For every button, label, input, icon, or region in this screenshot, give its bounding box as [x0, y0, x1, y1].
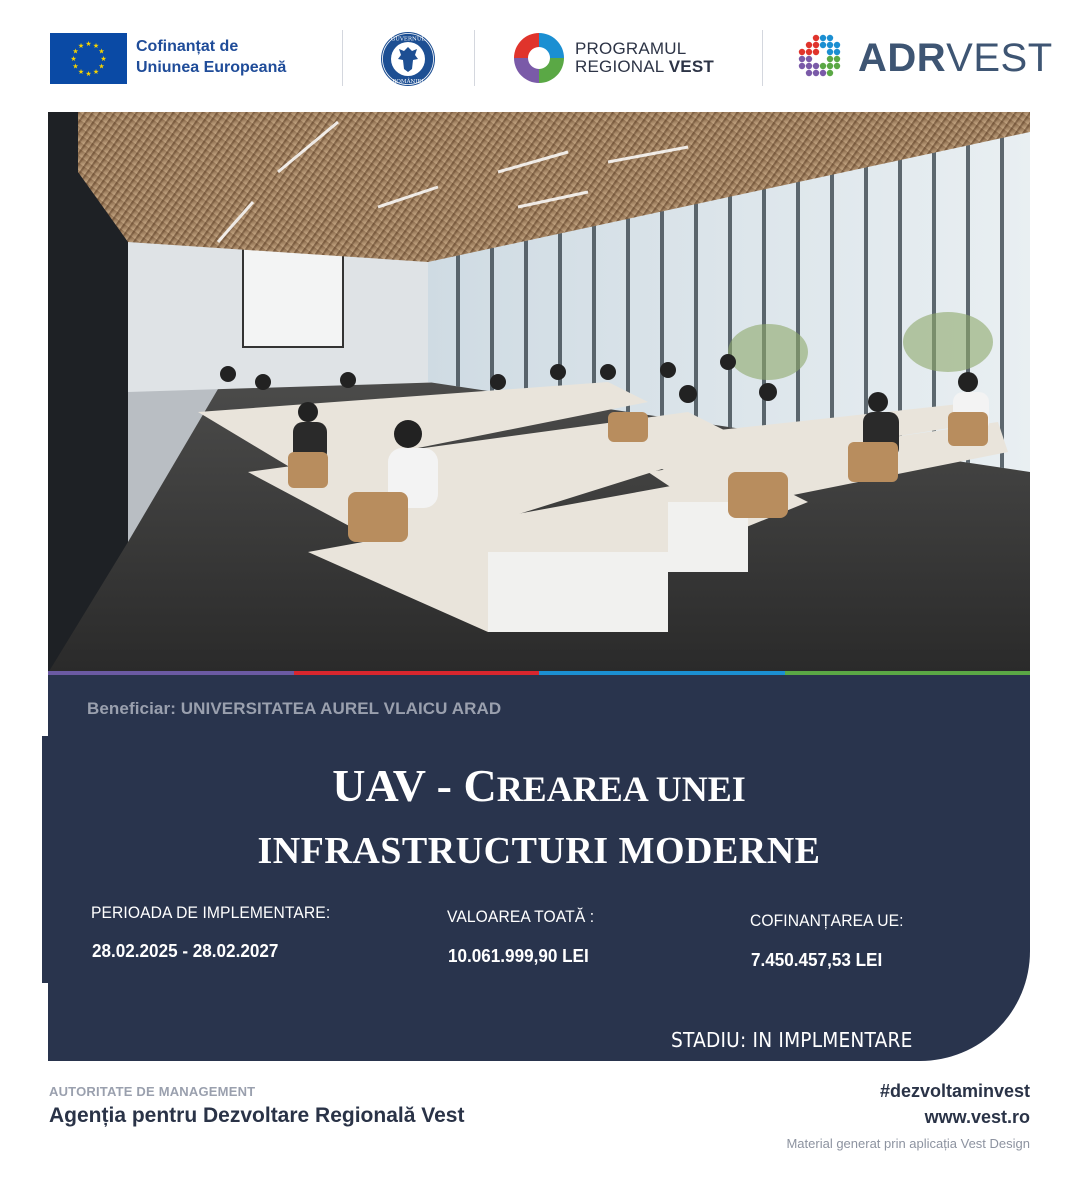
generated-by-note: Material generat prin aplicația Vest Design — [786, 1136, 1030, 1151]
svg-text:★: ★ — [70, 55, 77, 63]
eu-cofinanced-label — [136, 36, 286, 78]
logo-divider — [762, 30, 763, 86]
partner-logos-bar — [50, 26, 1053, 90]
total-value-amount: 10.061.999,90 LEI — [448, 946, 589, 966]
eu-flag-icon — [50, 33, 127, 84]
logo-divider — [474, 30, 475, 86]
programul-regional-vest-swirl-icon — [512, 31, 566, 85]
project-title-line1 — [48, 758, 1030, 817]
eu-label-line1: Cofinanțat de — [136, 38, 239, 55]
implementation-period-label: PERIOADA DE IMPLEMENTARE: — [91, 903, 331, 922]
website-link[interactable]: www.vest.ro — [924, 1107, 1030, 1127]
eu-cofinancing-amount: 7.450.457,53 LEI — [751, 950, 883, 970]
title-part-a: UAV - C — [332, 760, 497, 811]
guvernul-romaniei-seal-icon — [380, 31, 436, 87]
title-part-b: REAREA UNEI — [496, 769, 746, 809]
svg-text:★: ★ — [85, 70, 92, 78]
svg-text:★: ★ — [72, 47, 79, 56]
program-label-line1: PROGRAMUL — [575, 39, 687, 58]
adr-label-bold: ADR — [858, 36, 947, 80]
eu-label-line2: Uniunea Europeană — [136, 59, 287, 76]
beneficiary-label: Beneficiar: UNIVERSITATEA AUREL VLAICU ARAD — [87, 699, 502, 718]
svg-text:★: ★ — [72, 62, 79, 71]
svg-text:★: ★ — [77, 68, 85, 76]
svg-text:★: ★ — [92, 42, 100, 50]
implementation-period-value: 28.02.2025 - 28.02.2027 — [92, 941, 279, 961]
svg-text:★: ★ — [92, 68, 100, 76]
eu-cofinancing-label: COFINANȚAREA UE: — [750, 911, 904, 930]
project-status: STADIU: IN IMPLMENTARE — [671, 1028, 913, 1052]
svg-text:★: ★ — [77, 42, 85, 50]
logo-divider — [342, 30, 343, 86]
svg-text:ROMÂNIEI: ROMÂNIEI — [392, 79, 424, 85]
adrvest-dots-icon — [798, 34, 846, 82]
adr-label-regular: VEST — [946, 36, 1053, 80]
management-authority-caption: AUTORITATE DE MANAGEMENT — [49, 1084, 256, 1099]
agency-name: Agenția pentru Dezvoltare Regională Vest — [49, 1104, 465, 1127]
project-title-line2: INFRASTRUCTURI MODERNE — [257, 830, 821, 872]
svg-text:★: ★ — [98, 47, 105, 56]
svg-text:GUVERNUL: GUVERNUL — [390, 36, 426, 43]
program-label-vest: VEST — [668, 57, 714, 76]
hashtag: #dezvoltaminvest — [879, 1081, 1030, 1101]
svg-text:★: ★ — [85, 40, 92, 48]
lecture-hall-photo — [48, 112, 1030, 673]
svg-text:★: ★ — [98, 62, 105, 71]
svg-text:★: ★ — [100, 55, 107, 63]
programul-regional-vest-label — [575, 40, 714, 76]
program-label-regional: REGIONAL — [575, 57, 669, 76]
total-value-label: VALOAREA TOATĂ : — [447, 907, 595, 926]
adrvest-label — [858, 36, 1053, 80]
